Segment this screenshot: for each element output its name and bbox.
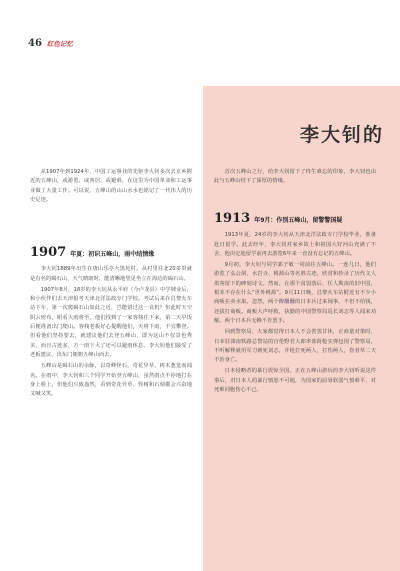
paragraph: 9月初，李大钊与同学郭子敏一同前往五峰山。一连几日，他们游览了弘公洞、水岩寺、桃源山等名胜古迹，欣赏和抄录了历代文人墨客留下的碑刻诗文。然而，在那个贫弱落后、任人欺凌的旧中国，根本不存在什么“世外桃源”。9月11日晚，昌黎火车站附近有不少小商贩在卖水果。忽然，两个醉醺醺的日本兵过来闹事，不但不给钱，还拔打商贩。商贩大声呼救，执勤的中国警察局巡长刘志等人闻来劝解。两个日本兵无赖不肯罢手。 bbox=[214, 262, 376, 324]
section-year: 1913 bbox=[214, 211, 251, 226]
paragraph: 五峰山是碣石山的余脉，以奇峰怪石，奇花异草，树木葱茏而闻名。在雨中，李大钊和三个同学开始登五峰山，虽然雨点不停地打在身上脸上，但他们兴致盎然，看到奇花异草、怪树和石刻都会兴奋地又喊又笑。 bbox=[30, 363, 192, 398]
section-year: 1907 bbox=[30, 245, 67, 260]
paragraph: 日本侵略者的暴行震惊全国。正在五峰山游玩的李大钊听说这件事后，对日本人的暴行愤怒不可遏，为国家的屈辱软弱气愤难平，对死难同胞伤心不已。 bbox=[214, 368, 376, 394]
paragraph: 1913年夏，24岁的李大钊从天津北洋法政专门学校毕业，准备赴日留学。此去经年，李大钊对家乡故土和祖国大好河山充满了不舍，他决定趁留学前再去游览6年来一直没有忘记的五峰山。 bbox=[214, 232, 376, 257]
intro-right bbox=[214, 168, 376, 189]
section-heading bbox=[30, 245, 192, 260]
intro-paragraph: 首次五峰山之行，给李大钊留下了终生难忘的印象，李大钊也由此与五峰山结下了深厚的情缘。 bbox=[214, 169, 376, 185]
paragraph: 1907年8月，18岁的李大钊从永平府（今卢龙县）中学肄业后，和小伙伴们去天津报考天津北洋法政专门学校。考试后来在昌黎火车站下车，第一次爬碣石山如此之近，岂能错过这一良机？但此时天空阴云密布，眼看大雨将至。他们找到了一家客栈住下来，第二天早饭后便准备出门爬山。客栈老板好心提醒他们，天将下雨，不宜攀登。但看他们坚持要去，就建议他们去登五峰山，即为这山不仅景色秀美，而且古迹多，方一雨下大了还可以避雨休息。李大钊他们接受了老板建议，出东门便朝五峰山而去。 bbox=[30, 286, 192, 358]
page-number: 46 bbox=[28, 38, 42, 49]
article-title: 李大钊的 bbox=[299, 124, 384, 146]
paragraph: 李大钊1889年出生在唐山乐亭大黑坨村。从村里往北20多里就是有名的碣石山，天气晴朗时，能清晰地望见坐立在海边的碣石山。 bbox=[30, 266, 192, 282]
paragraph: 回到警察局，大家都觉得日本人不会善罢甘休，正商量对策时，日本驻滦南铁路总警站的宫伦野君大郎率部荷枪实弹包围了警察局，不听解释就用军刀刺死刘志，并枪打死两人，打伤两人，伤者草二天不治身亡。 bbox=[214, 329, 376, 364]
section-title: 年9月：作别五峰山，留警警国疑 bbox=[254, 217, 343, 224]
intro-left bbox=[30, 168, 192, 207]
section-1907 bbox=[30, 242, 192, 401]
section-tag: 红色记忆 bbox=[46, 40, 73, 48]
section-heading bbox=[214, 211, 376, 226]
section-title: 年夏：初识五峰山，雨中结情缘 bbox=[70, 251, 155, 258]
intro-paragraph: 从1907年到1924年，中国工运事业的先驱李大钊多次去京乡附近的五峰山，或游览，或客居，或避难，在这里为中国革命和工运事业做了大量工作。可以说，五峰山的山山水水也铭记了一代伟人的历史足迹。 bbox=[30, 169, 192, 203]
section-1913 bbox=[214, 208, 376, 397]
page-header bbox=[28, 38, 73, 49]
